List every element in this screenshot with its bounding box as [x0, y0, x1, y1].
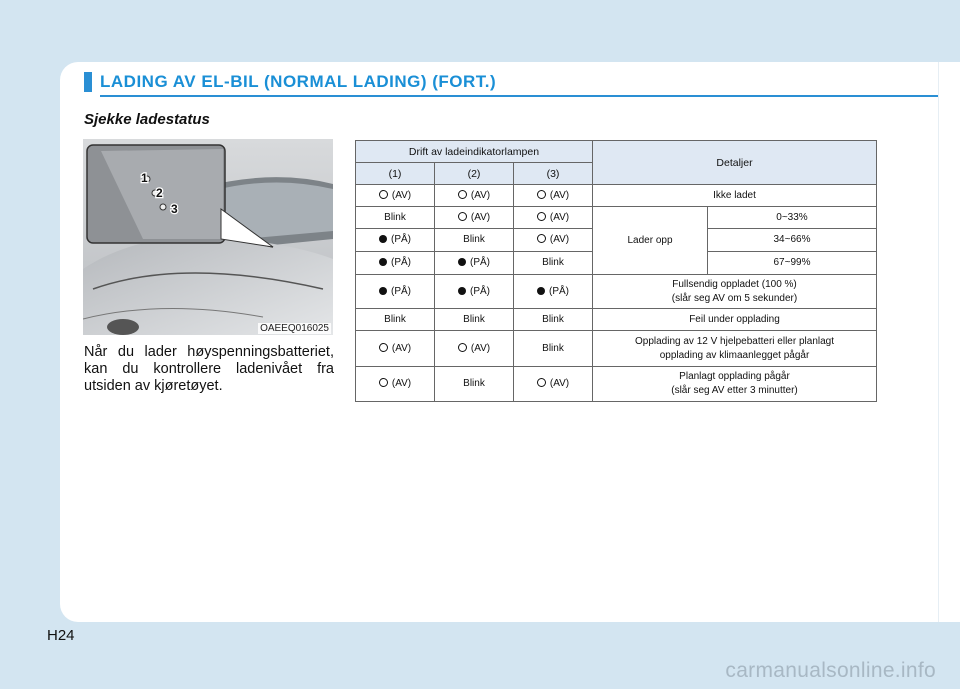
page-number: H24 — [47, 627, 75, 644]
lamp-off-icon — [458, 212, 467, 221]
detail-line: Fullsendig oppladet (100 %) — [672, 278, 797, 290]
indicator-cell — [356, 367, 435, 402]
detail-line: opplading av klimaanlegget pågår — [659, 349, 810, 361]
indicator-text: (AV) — [470, 189, 491, 201]
lamp-on-icon — [379, 258, 387, 266]
detail-line: (slår seg AV etter 3 minutter) — [671, 385, 798, 396]
car-drawing — [83, 139, 333, 335]
indicator-cell — [435, 185, 514, 207]
callout-2: 2 — [156, 186, 163, 200]
indicator-cell — [514, 252, 593, 275]
table-row — [356, 331, 877, 367]
indicator-text: (PÅ) — [391, 257, 411, 268]
indicator-cell — [514, 367, 593, 402]
lamp-off-icon — [379, 343, 388, 352]
indicator-text: (PÅ) — [470, 257, 490, 268]
detail-cell — [593, 331, 877, 367]
indicator-text: (PÅ) — [549, 285, 569, 297]
indicator-text: Blink — [542, 342, 564, 354]
title-underline — [100, 95, 938, 97]
indicator-cell — [514, 275, 593, 309]
body-line: utsiden av kjøretøyet. — [84, 378, 223, 394]
indicator-cell — [514, 185, 593, 207]
watermark: carmanualsonline.info — [725, 659, 936, 682]
lamp-on-icon — [458, 287, 466, 295]
detail-line: (slår seg AV om 5 sekunder) — [671, 292, 798, 304]
indicator-cell — [435, 367, 514, 402]
indicator-text: (AV) — [391, 342, 412, 354]
table-row — [356, 367, 877, 402]
indicator-text: Blink — [463, 378, 485, 389]
charging-status-table — [355, 140, 877, 402]
indicator-text: (PÅ) — [470, 285, 490, 297]
table-row — [356, 185, 877, 207]
detail-line: Opplading av 12 V hjelpebatteri eller planlagt — [634, 335, 835, 347]
detail-cell: Feil under opplading — [593, 309, 877, 331]
indicator-text: (AV) — [391, 189, 412, 201]
charge-level: 0~33% — [708, 207, 877, 229]
indicator-text: Blink — [542, 257, 564, 268]
indicator-text: (PÅ) — [391, 234, 411, 245]
header-col-1: (1) — [356, 163, 435, 185]
header-col-2: (2) — [435, 163, 514, 185]
indicator-cell — [435, 331, 514, 367]
header-col-3: (3) — [514, 163, 593, 185]
figure-caption: OAEEQ016025 — [260, 323, 329, 334]
charging-label: Lader opp — [593, 207, 708, 275]
indicator-text: (PÅ) — [391, 285, 411, 297]
body-paragraph — [84, 344, 334, 395]
table-row — [356, 207, 877, 229]
indicator-cell — [435, 252, 514, 275]
indicator-text: Blink — [463, 234, 485, 245]
indicator-text: Blink — [384, 313, 406, 325]
indicator-cell — [435, 229, 514, 252]
indicator-text: (AV) — [470, 211, 491, 223]
indicator-text: (AV) — [549, 378, 570, 389]
page-edge-rule — [938, 62, 939, 622]
lamp-off-icon — [537, 190, 546, 199]
lamp-off-icon — [537, 378, 546, 387]
indicator-text: (AV) — [470, 342, 491, 354]
indicator-cell — [356, 275, 435, 309]
lamp-off-icon — [458, 343, 467, 352]
charge-level: 34~66% — [708, 229, 877, 252]
indicator-cell — [435, 309, 514, 331]
indicator-cell — [356, 309, 435, 331]
lamp-on-icon — [458, 258, 466, 266]
indicator-cell — [435, 207, 514, 229]
table-row — [356, 309, 877, 331]
indicator-text: Blink — [463, 313, 485, 325]
indicator-cell — [356, 207, 435, 229]
table-row — [356, 275, 877, 309]
indicator-cell — [356, 185, 435, 207]
indicator-cell — [356, 229, 435, 252]
body-line: Når du lader høyspenningsbatteriet, — [84, 344, 334, 360]
lamp-off-icon — [379, 378, 388, 387]
indicator-cell — [435, 275, 514, 309]
indicator-cell — [514, 309, 593, 331]
lamp-on-icon — [537, 287, 545, 295]
indicator-text: (AV) — [391, 378, 412, 389]
indicator-text: (AV) — [549, 211, 570, 223]
section-title: LADING AV EL-BIL (NORMAL LADING) (FORT.) — [100, 72, 497, 91]
lamp-off-icon — [379, 190, 388, 199]
charge-level: 67~99% — [708, 252, 877, 275]
indicator-text: (AV) — [549, 189, 570, 201]
indicator-cell — [356, 252, 435, 275]
lamp-off-icon — [458, 190, 467, 199]
callout-3: 3 — [171, 202, 178, 216]
car-illustration — [83, 139, 333, 335]
title-accent-bar — [84, 72, 92, 92]
detail-cell — [593, 275, 877, 309]
subtitle: Sjekke ladestatus — [84, 111, 210, 128]
detail-cell: Ikke ladet — [593, 185, 877, 207]
indicator-text: Blink — [384, 211, 406, 223]
lamp-off-icon — [537, 234, 546, 243]
detail-cell — [593, 367, 877, 402]
callout-1: 1 — [141, 171, 148, 185]
lamp-on-icon — [379, 287, 387, 295]
indicator-cell — [514, 229, 593, 252]
indicator-text: (AV) — [549, 234, 570, 245]
body-line: kan du kontrollere ladenivået fra — [84, 361, 334, 377]
indicator-text: Blink — [542, 313, 564, 325]
detail-line: Planlagt opplading pågår — [679, 371, 790, 382]
lamp-off-icon — [537, 212, 546, 221]
indicator-cell — [514, 207, 593, 229]
header-indicator: Drift av ladeindikatorlampen — [356, 141, 593, 163]
header-details: Detaljer — [593, 141, 877, 185]
lamp-on-icon — [379, 235, 387, 243]
indicator-cell — [356, 331, 435, 367]
indicator-cell — [514, 331, 593, 367]
